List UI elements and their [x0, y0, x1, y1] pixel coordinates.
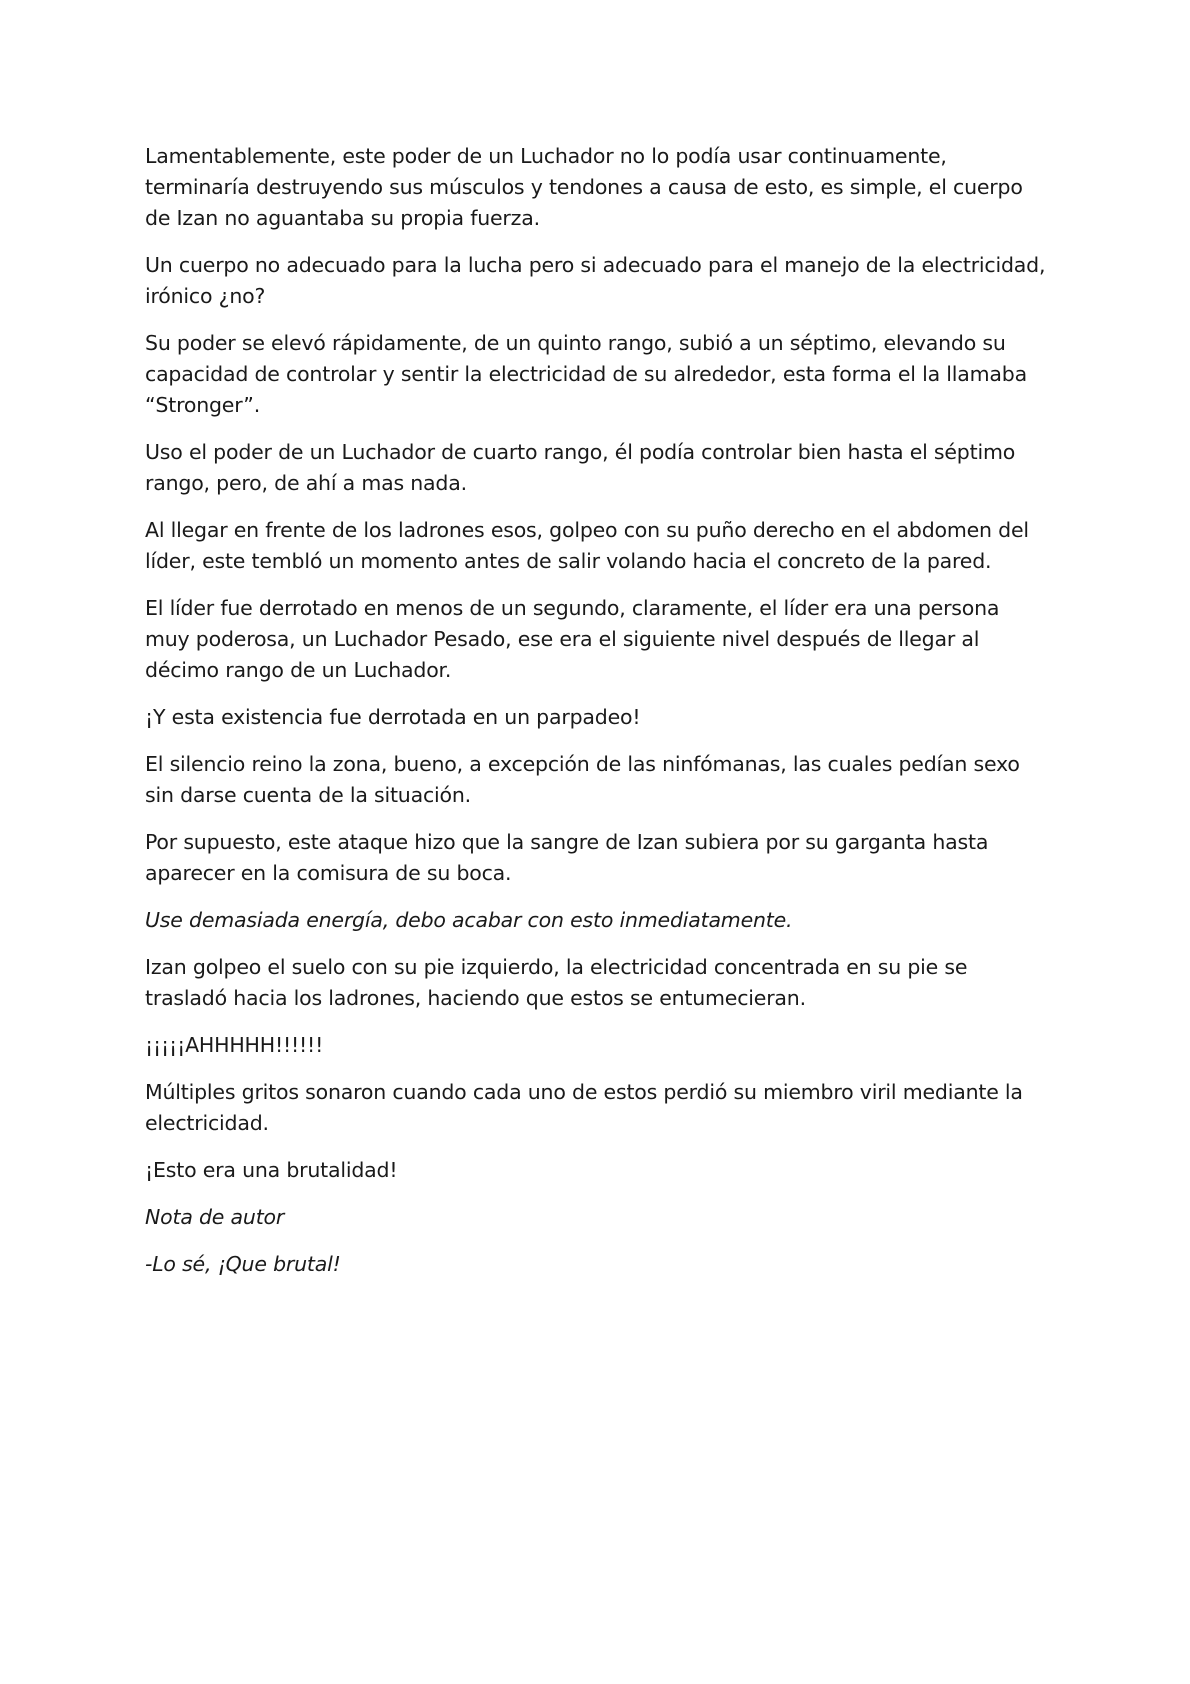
paragraph: ¡Esto era una brutalidad!: [145, 1158, 398, 1182]
paragraph: Múltiples gritos sonaron cuando cada uno de estos perdió su miembro viril mediante la electricidad.: [145, 1080, 1023, 1135]
paragraph: Por supuesto, este ataque hizo que la sangre de Izan subiera por su garganta hasta aparecer en la comisura de su boca.: [145, 830, 989, 885]
paragraph: Su poder se elevó rápidamente, de un quinto rango, subió a un séptimo, elevando su capacidad de controlar y sentir la electricidad de su alrededor, esta forma el la llamaba “Stronger”.: [145, 331, 1027, 417]
paragraph: Uso el poder de un Luchador de cuarto rango, él podía controlar bien hasta el séptimo rango, pero, de ahí a mas nada.: [145, 440, 1016, 495]
paragraph: Un cuerpo no adecuado para la lucha pero si adecuado para el manejo de la electricidad, irónico ¿no?: [145, 253, 1046, 308]
paragraph: Al llegar en frente de los ladrones esos, golpeo con su puño derecho en el abdomen del líder, este tembló un momento antes de salir volando hacia el concreto de la pared.: [145, 518, 1029, 573]
author-note-heading: Nota de autor: [145, 1205, 285, 1229]
paragraph: Lamentablemente, este poder de un Luchador no lo podía usar continuamente, terminaría destruyendo sus músculos y tendones a causa de esto, es simple, el cuerpo de Izan no aguantaba su propia fuerza.: [145, 144, 1023, 230]
paragraph: Izan golpeo el suelo con su pie izquierdo, la electricidad concentrada en su pie se trasladó hacia los ladrones, haciendo que estos se entumecieran.: [145, 955, 968, 1010]
paragraph: El líder fue derrotado en menos de un segundo, claramente, el líder era una persona muy poderosa, un Luchador Pesado, ese era el siguiente nivel después de llegar al décimo rango de un Luchador.: [145, 596, 1000, 682]
paragraph: ¡Y esta existencia fue derrotada en un parpadeo!: [145, 705, 641, 729]
author-note-text: -Lo sé, ¡Que brutal!: [145, 1252, 341, 1276]
paragraph: ¡¡¡¡¡AHHHHH!!!!!!: [145, 1033, 324, 1057]
document-body: [145, 141, 1050, 1296]
italic-thought: Use demasiada energía, debo acabar con esto inmediatamente.: [145, 908, 793, 932]
paragraph: El silencio reino la zona, bueno, a excepción de las ninfómanas, las cuales pedían sexo sin darse cuenta de la situación.: [145, 752, 1020, 807]
